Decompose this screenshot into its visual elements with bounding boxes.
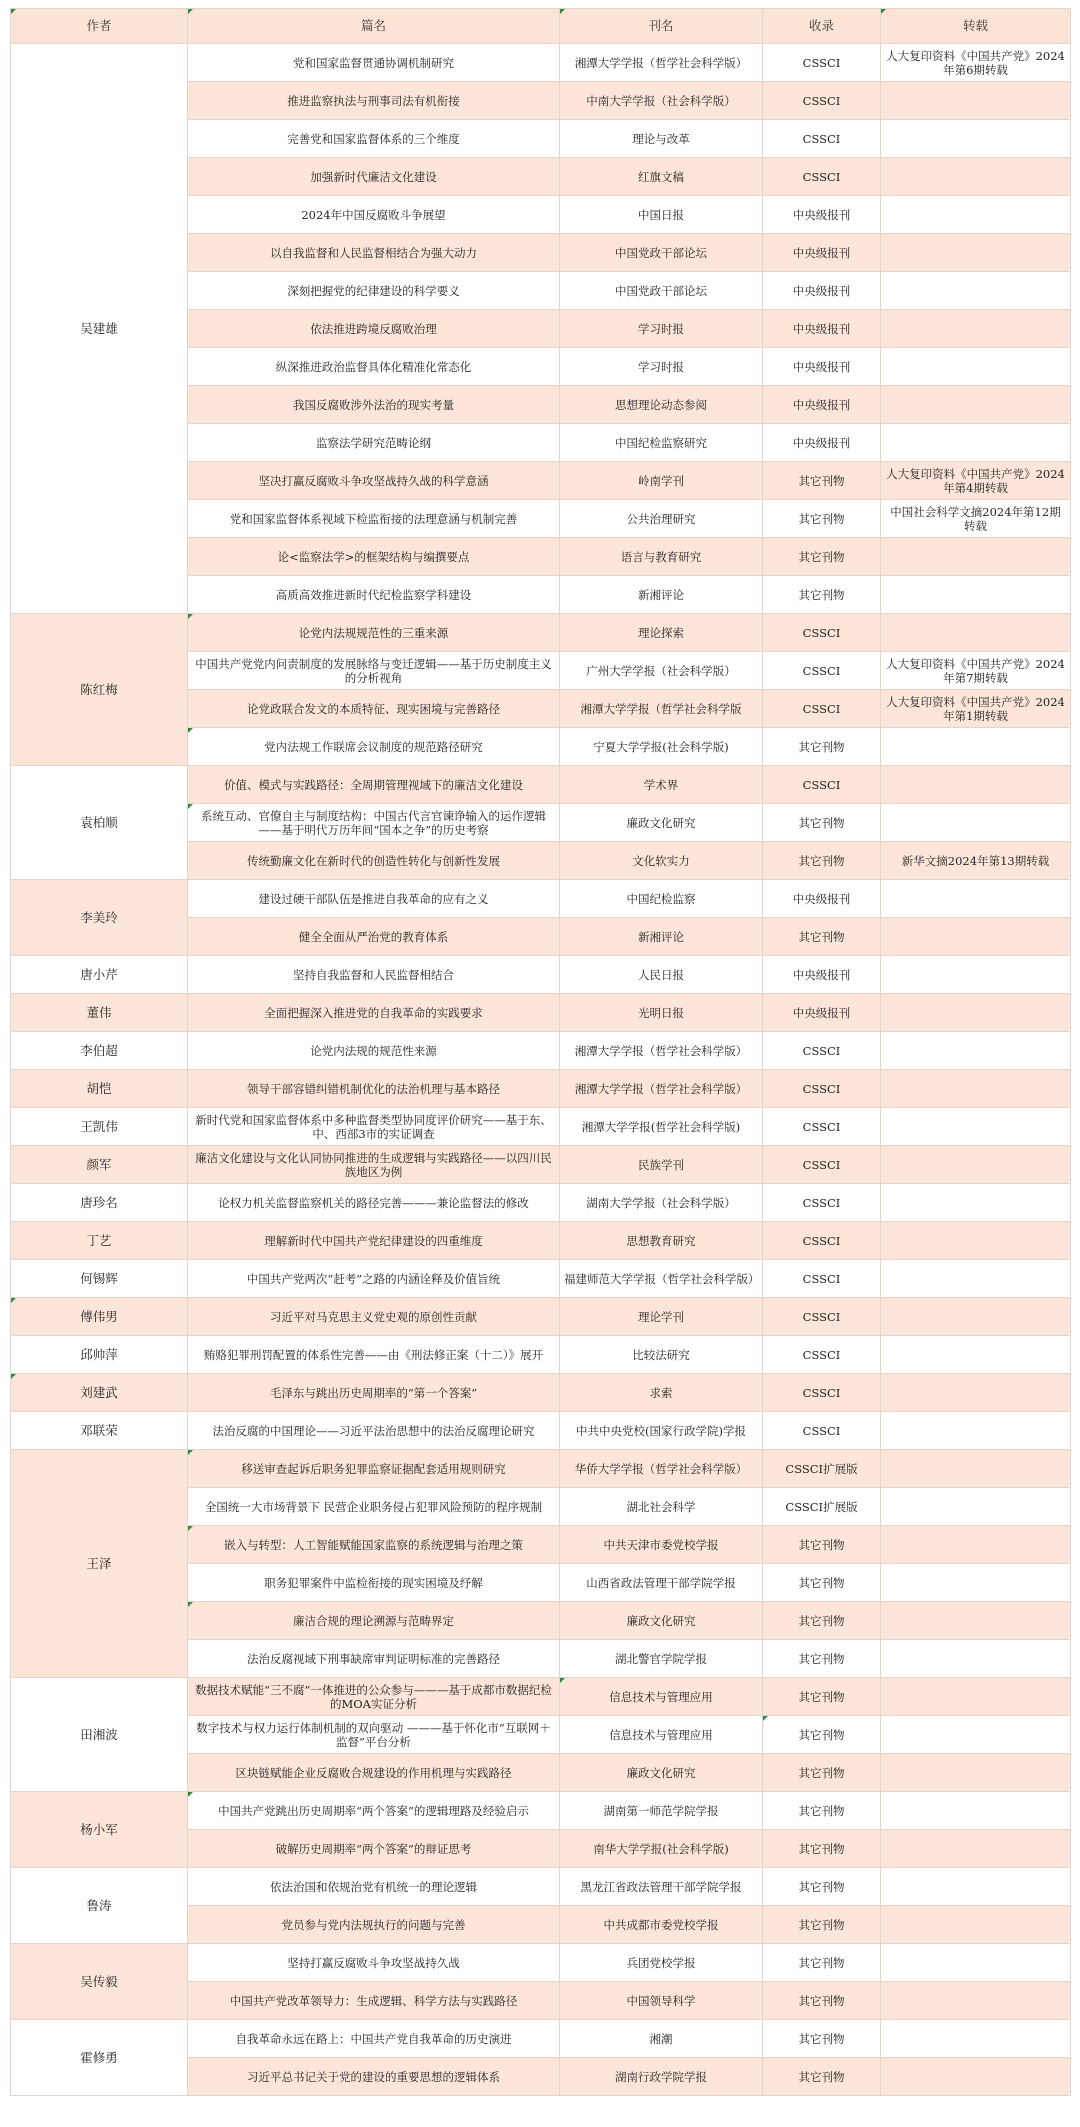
journal-cell: 湖南行政学院学报 <box>560 2058 763 2096</box>
title-cell: 监察法学研究范畴论纲 <box>188 424 560 462</box>
author-cell: 唐小芹 <box>11 956 188 994</box>
index-cell: CSSCI <box>763 1108 881 1146</box>
header-journal: 刊名 <box>560 9 763 44</box>
title-cell: 贿赂犯罪刑罚配置的体系性完善——由《刑法修正案（十二）》展开 <box>188 1336 560 1374</box>
index-cell: 其它刊物 <box>763 1640 881 1678</box>
reprint-cell <box>881 1184 1071 1222</box>
title-cell: 新时代党和国家监督体系中多种监督类型协同度评价研究——基于东、中、西部3市的实证调查 <box>188 1108 560 1146</box>
author-cell: 吴建雄 <box>11 44 188 614</box>
index-cell: 其它刊物 <box>763 1754 881 1792</box>
journal-cell: 湘潮 <box>560 2020 763 2058</box>
journal-cell: 中国纪检监察研究 <box>560 424 763 462</box>
header-author: 作者 <box>11 9 188 44</box>
reprint-cell <box>881 1792 1071 1830</box>
title-cell: 完善党和国家监督体系的三个维度 <box>188 120 560 158</box>
title-cell: 中国共产党党内问责制度的发展脉络与变迁逻辑——基于历史制度主义的分析视角 <box>188 652 560 690</box>
index-cell: 中央级报刊 <box>763 880 881 918</box>
table-row <box>11 1260 1071 1298</box>
reprint-cell <box>881 1336 1071 1374</box>
author-cell: 颜军 <box>11 1146 188 1184</box>
index-cell: CSSCI扩展版 <box>763 1450 881 1488</box>
table-row <box>11 1792 1071 1830</box>
title-cell: 推进监察执法与刑事司法有机衔接 <box>188 82 560 120</box>
journal-cell: 中国党政干部论坛 <box>560 234 763 272</box>
title-cell: 深刻把握党的纪律建设的科学要义 <box>188 272 560 310</box>
title-cell: 破解历史周期率“两个答案”的辩证思考 <box>188 1830 560 1868</box>
journal-cell: 湘潭大学学报（哲学社会科学版） <box>560 1070 763 1108</box>
index-cell: 其它刊物 <box>763 1982 881 2020</box>
title-cell: 习近平对马克思主义党史观的原创性贡献 <box>188 1298 560 1336</box>
index-cell: CSSCI扩展版 <box>763 1488 881 1526</box>
title-cell: 高质高效推进新时代纪检监察学科建设 <box>188 576 560 614</box>
reprint-cell <box>881 1868 1071 1906</box>
title-cell: 职务犯罪案件中监检衔接的现实困境及纾解 <box>188 1564 560 1602</box>
reprint-cell <box>881 424 1071 462</box>
reprint-cell <box>881 1108 1071 1146</box>
reprint-cell <box>881 348 1071 386</box>
index-cell: CSSCI <box>763 1336 881 1374</box>
index-cell: 其它刊物 <box>763 576 881 614</box>
journal-cell: 湘潭大学学报（哲学社会科学版） <box>560 1032 763 1070</box>
title-cell: 嵌入与转型：人工智能赋能国家监察的系统逻辑与治理之策 <box>188 1526 560 1564</box>
journal-cell: 理论学刊 <box>560 1298 763 1336</box>
reprint-cell <box>881 1032 1071 1070</box>
journal-cell: 红旗文稿 <box>560 158 763 196</box>
index-cell: 中央级报刊 <box>763 196 881 234</box>
journal-cell: 思想理论动态参阅 <box>560 386 763 424</box>
journal-cell: 学术界 <box>560 766 763 804</box>
journal-cell: 中国党政干部论坛 <box>560 272 763 310</box>
index-cell: 其它刊物 <box>763 842 881 880</box>
title-cell: 加强新时代廉洁文化建设 <box>188 158 560 196</box>
journal-cell: 湘潭大学学报（哲学社会科学版 <box>560 690 763 728</box>
title-cell: 毛泽东与跳出历史周期率的“第一个答案” <box>188 1374 560 1412</box>
reprint-cell <box>881 2058 1071 2096</box>
journal-cell: 湖南大学学报（社会科学版） <box>560 1184 763 1222</box>
index-cell: 其它刊物 <box>763 2020 881 2058</box>
journal-cell: 廉政文化研究 <box>560 1602 763 1640</box>
index-cell: 中央级报刊 <box>763 424 881 462</box>
reprint-cell <box>881 1982 1071 2020</box>
journal-cell: 新湘评论 <box>560 918 763 956</box>
reprint-cell <box>881 918 1071 956</box>
journal-cell: 华侨大学学报（哲学社会科学版） <box>560 1450 763 1488</box>
author-cell: 李伯超 <box>11 1032 188 1070</box>
index-cell: 中央级报刊 <box>763 994 881 1032</box>
title-cell: 数据技术赋能“三不腐”一体推进的公众参与———基于成都市数据纪检的MOA实证分析 <box>188 1678 560 1716</box>
title-cell: 2024年中国反腐败斗争展望 <box>188 196 560 234</box>
title-cell: 廉洁合规的理论溯源与范畴界定 <box>188 1602 560 1640</box>
author-cell: 何锡辉 <box>11 1260 188 1298</box>
journal-cell: 兵团党校学报 <box>560 1944 763 1982</box>
table-row <box>11 880 1071 918</box>
journal-cell: 湖北社会科学 <box>560 1488 763 1526</box>
journal-cell: 中国日报 <box>560 196 763 234</box>
table-row <box>11 1374 1071 1412</box>
author-cell: 傅伟男 <box>11 1298 188 1336</box>
journal-cell: 中共天津市委党校学报 <box>560 1526 763 1564</box>
reprint-cell <box>881 766 1071 804</box>
journal-cell: 湘潭大学学报（哲学社会科学版） <box>560 44 763 82</box>
author-cell: 陈红梅 <box>11 614 188 766</box>
table-row <box>11 1412 1071 1450</box>
title-cell: 坚持自我监督和人民监督相结合 <box>188 956 560 994</box>
journal-cell: 中共中央党校(国家行政学院)学报 <box>560 1412 763 1450</box>
title-cell: 全面把握深入推进党的自我革命的实践要求 <box>188 994 560 1032</box>
author-cell: 丁艺 <box>11 1222 188 1260</box>
reprint-cell <box>881 1564 1071 1602</box>
table-row <box>11 1222 1071 1260</box>
reprint-cell <box>881 956 1071 994</box>
index-cell: CSSCI <box>763 614 881 652</box>
reprint-cell <box>881 1374 1071 1412</box>
index-cell: 中央级报刊 <box>763 272 881 310</box>
reprint-cell <box>881 1678 1071 1716</box>
title-cell: 中国共产党跳出历史周期率“两个答案”的逻辑理路及经验启示 <box>188 1792 560 1830</box>
author-cell: 田湘波 <box>11 1678 188 1792</box>
title-cell: 廉洁文化建设与文化认同协同推进的生成逻辑与实践路径——以四川民族地区为例 <box>188 1146 560 1184</box>
title-cell: 建设过硬干部队伍是推进自我革命的应有之义 <box>188 880 560 918</box>
index-cell: CSSCI <box>763 1374 881 1412</box>
reprint-cell <box>881 1944 1071 1982</box>
index-cell: CSSCI <box>763 766 881 804</box>
author-cell: 吴传毅 <box>11 1944 188 2020</box>
journal-cell: 黑龙江省政法管理干部学院学报 <box>560 1868 763 1906</box>
index-cell: CSSCI <box>763 1260 881 1298</box>
table-row <box>11 994 1071 1032</box>
index-cell: 其它刊物 <box>763 1906 881 1944</box>
index-cell: CSSCI <box>763 1298 881 1336</box>
reprint-cell <box>881 804 1071 842</box>
title-cell: 党内法规工作联席会议制度的规范路径研究 <box>188 728 560 766</box>
publications-table <box>10 8 1071 2096</box>
reprint-cell: 新华文摘2024年第13期转载 <box>881 842 1071 880</box>
reprint-cell: 人大复印资料《中国共产党》2024年第4期转载 <box>881 462 1071 500</box>
index-cell: 中央级报刊 <box>763 386 881 424</box>
table-row <box>11 1146 1071 1184</box>
journal-cell: 人民日报 <box>560 956 763 994</box>
journal-cell: 湘潭大学学报(哲学社会科学版) <box>560 1108 763 1146</box>
journal-cell: 学习时报 <box>560 348 763 386</box>
journal-cell: 湖南第一师范学院学报 <box>560 1792 763 1830</box>
title-cell: 论<监察法学>的框架结构与编撰要点 <box>188 538 560 576</box>
title-cell: 领导干部容错纠错机制优化的法治机理与基本路径 <box>188 1070 560 1108</box>
journal-cell: 廉政文化研究 <box>560 1754 763 1792</box>
index-cell: 其它刊物 <box>763 1526 881 1564</box>
title-cell: 法治反腐视域下刑事缺席审判证明标准的完善路径 <box>188 1640 560 1678</box>
index-cell: CSSCI <box>763 120 881 158</box>
journal-cell: 新湘评论 <box>560 576 763 614</box>
title-cell: 党和国家监督贯通协调机制研究 <box>188 44 560 82</box>
table-row <box>11 956 1071 994</box>
header-row <box>11 9 1071 44</box>
index-cell: CSSCI <box>763 44 881 82</box>
title-cell: 纵深推进政治监督具体化精准化常态化 <box>188 348 560 386</box>
title-cell: 法治反腐的中国理论——习近平法治思想中的法治反腐理论研究 <box>188 1412 560 1450</box>
title-cell: 习近平总书记关于党的建设的重要思想的逻辑体系 <box>188 2058 560 2096</box>
author-cell: 霍修勇 <box>11 2020 188 2096</box>
index-cell: CSSCI <box>763 690 881 728</box>
reprint-cell <box>881 234 1071 272</box>
title-cell: 自我革命永远在路上：中国共产党自我革命的历史演进 <box>188 2020 560 2058</box>
reprint-cell <box>881 310 1071 348</box>
title-cell: 数字技术与权力运行体制机制的双向驱动 ———基于怀化市“互联网＋监督”平台分析 <box>188 1716 560 1754</box>
index-cell: CSSCI <box>763 1222 881 1260</box>
reprint-cell <box>881 1222 1071 1260</box>
title-cell: 坚持打赢反腐败斗争攻坚战持久战 <box>188 1944 560 1982</box>
title-cell: 系统互动、官僚自主与制度结构：中国古代言官谏诤输入的运作逻辑——基于明代万历年间“国本之争”的历史考察 <box>188 804 560 842</box>
index-cell: 其它刊物 <box>763 1830 881 1868</box>
author-cell: 鲁涛 <box>11 1868 188 1944</box>
header-reprint: 转载 <box>881 9 1071 44</box>
header-title: 篇名 <box>188 9 560 44</box>
reprint-cell <box>881 1640 1071 1678</box>
journal-cell: 思想教育研究 <box>560 1222 763 1260</box>
title-cell: 党员参与党内法规执行的问题与完善 <box>188 1906 560 1944</box>
title-cell: 传统勤廉文化在新时代的创造性转化与创新性发展 <box>188 842 560 880</box>
reprint-cell <box>881 1450 1071 1488</box>
reprint-cell <box>881 386 1071 424</box>
reprint-cell: 人大复印资料《中国共产党》2024年第1期转载 <box>881 690 1071 728</box>
index-cell: 其它刊物 <box>763 462 881 500</box>
reprint-cell <box>881 1906 1071 1944</box>
table-row <box>11 1944 1071 1982</box>
title-cell: 移送审查起诉后职务犯罪监察证据配套适用规则研究 <box>188 1450 560 1488</box>
journal-cell: 文化软实力 <box>560 842 763 880</box>
index-cell: CSSCI <box>763 82 881 120</box>
index-cell: 中央级报刊 <box>763 348 881 386</box>
index-cell: CSSCI <box>763 1032 881 1070</box>
journal-cell: 广州大学学报（社会科学版） <box>560 652 763 690</box>
title-cell: 论党政联合发文的本质特征、现实困境与完善路径 <box>188 690 560 728</box>
reprint-cell <box>881 1830 1071 1868</box>
title-cell: 以自我监督和人民监督相结合为强大动力 <box>188 234 560 272</box>
index-cell: 其它刊物 <box>763 1716 881 1754</box>
journal-cell: 中南大学学报（社会科学版） <box>560 82 763 120</box>
title-cell: 依法治国和依规治党有机统一的理论逻辑 <box>188 1868 560 1906</box>
reprint-cell <box>881 120 1071 158</box>
reprint-cell <box>881 1716 1071 1754</box>
journal-cell: 光明日报 <box>560 994 763 1032</box>
journal-cell: 南华大学学报(社会科学版) <box>560 1830 763 1868</box>
journal-cell: 理论探索 <box>560 614 763 652</box>
author-cell: 杨小军 <box>11 1792 188 1868</box>
reprint-cell <box>881 1488 1071 1526</box>
reprint-cell <box>881 1412 1071 1450</box>
table-row <box>11 1450 1071 1488</box>
index-cell: CSSCI <box>763 1412 881 1450</box>
reprint-cell <box>881 1260 1071 1298</box>
title-cell: 依法推进跨境反腐败治理 <box>188 310 560 348</box>
reprint-cell <box>881 1754 1071 1792</box>
title-cell: 理解新时代中国共产党纪律建设的四重维度 <box>188 1222 560 1260</box>
index-cell: CSSCI <box>763 1146 881 1184</box>
journal-cell: 民族学刊 <box>560 1146 763 1184</box>
author-cell: 刘建武 <box>11 1374 188 1412</box>
index-cell: 其它刊物 <box>763 1602 881 1640</box>
journal-cell: 中国纪检监察 <box>560 880 763 918</box>
table-row <box>11 44 1071 82</box>
index-cell: 其它刊物 <box>763 1678 881 1716</box>
journal-cell: 公共治理研究 <box>560 500 763 538</box>
journal-cell: 廉政文化研究 <box>560 804 763 842</box>
table-row <box>11 1678 1071 1716</box>
reprint-cell <box>881 880 1071 918</box>
journal-cell: 福建师范大学学报（哲学社会科学版） <box>560 1260 763 1298</box>
index-cell: 中央级报刊 <box>763 234 881 272</box>
reprint-cell <box>881 196 1071 234</box>
table-row <box>11 1070 1071 1108</box>
journal-cell: 中共成都市委党校学报 <box>560 1906 763 1944</box>
index-cell: 其它刊物 <box>763 804 881 842</box>
table-row <box>11 2020 1071 2058</box>
author-cell: 邓联荣 <box>11 1412 188 1450</box>
journal-cell: 中国领导科学 <box>560 1982 763 2020</box>
title-cell: 中国共产党改革领导力：生成逻辑、科学方法与实践路径 <box>188 1982 560 2020</box>
author-cell: 唐珍名 <box>11 1184 188 1222</box>
journal-cell: 岭南学刊 <box>560 462 763 500</box>
title-cell: 全国统一大市场背景下 民营企业职务侵占犯罪风险预防的程序规制 <box>188 1488 560 1526</box>
index-cell: 其它刊物 <box>763 1564 881 1602</box>
journal-cell: 求索 <box>560 1374 763 1412</box>
title-cell: 论权力机关监督监察机关的路径完善———兼论监督法的修改 <box>188 1184 560 1222</box>
title-cell: 我国反腐败涉外法治的现实考量 <box>188 386 560 424</box>
reprint-cell: 人大复印资料《中国共产党》2024年第7期转载 <box>881 652 1071 690</box>
index-cell: 其它刊物 <box>763 1792 881 1830</box>
reprint-cell <box>881 2020 1071 2058</box>
index-cell: CSSCI <box>763 158 881 196</box>
index-cell: 其它刊物 <box>763 500 881 538</box>
reprint-cell <box>881 1146 1071 1184</box>
table-row <box>11 1184 1071 1222</box>
reprint-cell <box>881 1526 1071 1564</box>
title-cell: 中国共产党两次“赶考”之路的内涵诠释及价值旨统 <box>188 1260 560 1298</box>
journal-cell: 信息技术与管理应用 <box>560 1716 763 1754</box>
reprint-cell <box>881 576 1071 614</box>
journal-cell: 比较法研究 <box>560 1336 763 1374</box>
title-cell: 区块链赋能企业反腐败合规建设的作用机理与实践路径 <box>188 1754 560 1792</box>
index-cell: 中央级报刊 <box>763 956 881 994</box>
journal-cell: 理论与改革 <box>560 120 763 158</box>
title-cell: 健全全面从严治党的教育体系 <box>188 918 560 956</box>
table-body <box>11 44 1071 2096</box>
index-cell: 其它刊物 <box>763 918 881 956</box>
author-cell: 邱帅萍 <box>11 1336 188 1374</box>
author-cell: 王泽 <box>11 1450 188 1678</box>
reprint-cell <box>881 82 1071 120</box>
author-cell: 胡恺 <box>11 1070 188 1108</box>
title-cell: 价值、模式与实践路径：全周期管理视域下的廉洁文化建设 <box>188 766 560 804</box>
index-cell: CSSCI <box>763 1184 881 1222</box>
table-row <box>11 1336 1071 1374</box>
journal-cell: 宁夏大学学报(社会科学版) <box>560 728 763 766</box>
author-cell: 王凯伟 <box>11 1108 188 1146</box>
table-row <box>11 1108 1071 1146</box>
index-cell: 其它刊物 <box>763 1868 881 1906</box>
journal-cell: 信息技术与管理应用 <box>560 1678 763 1716</box>
header-index: 收录 <box>763 9 881 44</box>
journal-cell: 山西省政法管理干部学院学报 <box>560 1564 763 1602</box>
table-row <box>11 1032 1071 1070</box>
table-row <box>11 1868 1071 1906</box>
index-cell: 中央级报刊 <box>763 310 881 348</box>
author-cell: 董伟 <box>11 994 188 1032</box>
index-cell: CSSCI <box>763 652 881 690</box>
journal-cell: 湖北警官学院学报 <box>560 1640 763 1678</box>
reprint-cell <box>881 158 1071 196</box>
reprint-cell <box>881 994 1071 1032</box>
index-cell: 其它刊物 <box>763 2058 881 2096</box>
title-cell: 党和国家监督体系视域下检监衔接的法理意涵与机制完善 <box>188 500 560 538</box>
index-cell: 其它刊物 <box>763 728 881 766</box>
table-row <box>11 1298 1071 1336</box>
index-cell: CSSCI <box>763 1070 881 1108</box>
author-cell: 李美玲 <box>11 880 188 956</box>
reprint-cell <box>881 728 1071 766</box>
reprint-cell <box>881 1298 1071 1336</box>
reprint-cell <box>881 1602 1071 1640</box>
title-cell: 坚决打赢反腐败斗争攻坚战持久战的科学意涵 <box>188 462 560 500</box>
reprint-cell <box>881 1070 1071 1108</box>
index-cell: 其它刊物 <box>763 1944 881 1982</box>
table-row <box>11 614 1071 652</box>
journal-cell: 学习时报 <box>560 310 763 348</box>
title-cell: 论党内法规规范性的三重来源 <box>188 614 560 652</box>
title-cell: 论党内法规的规范性来源 <box>188 1032 560 1070</box>
author-cell: 袁柏顺 <box>11 766 188 880</box>
index-cell: 其它刊物 <box>763 538 881 576</box>
reprint-cell: 中国社会科学文摘2024年第12期转载 <box>881 500 1071 538</box>
reprint-cell: 人大复印资料《中国共产党》2024年第6期转载 <box>881 44 1071 82</box>
table-row <box>11 766 1071 804</box>
journal-cell: 语言与教育研究 <box>560 538 763 576</box>
reprint-cell <box>881 614 1071 652</box>
reprint-cell <box>881 538 1071 576</box>
reprint-cell <box>881 272 1071 310</box>
